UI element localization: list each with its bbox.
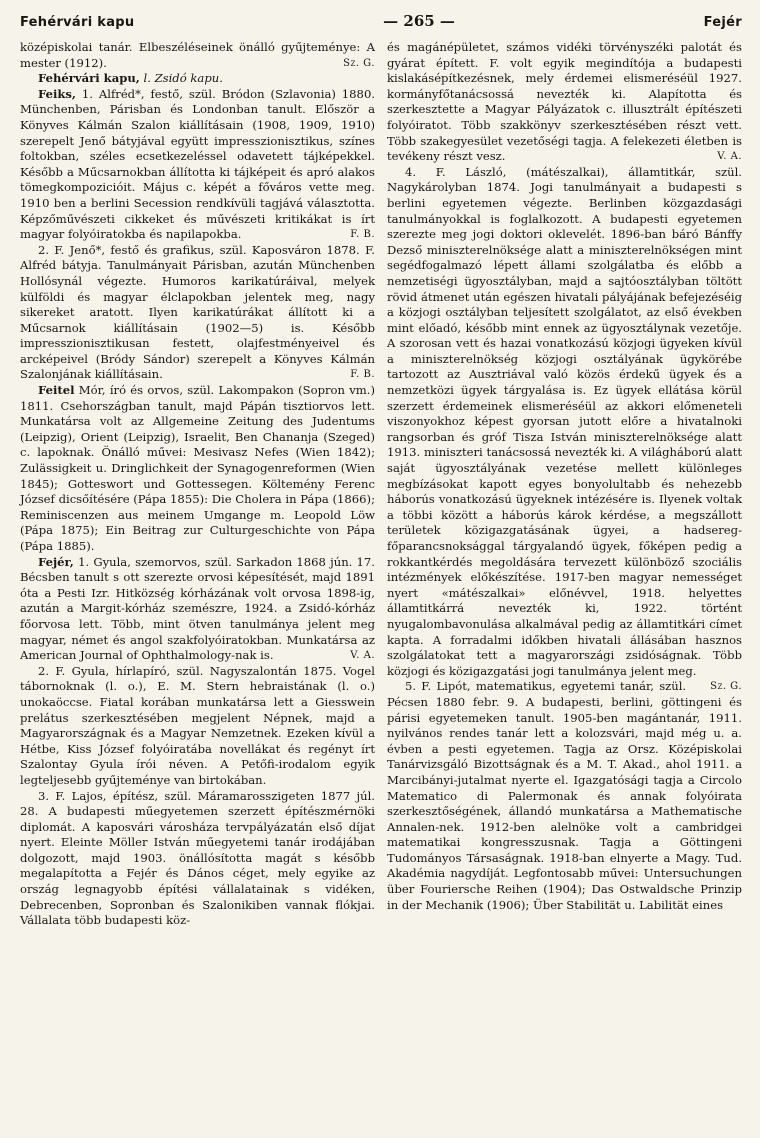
- entry-text: 4. F. László, (mátészalkai), államtitkár, szül. Nagykárolyban 1874. Jogi tanulmányait a budapesti s berlini egyetemen végezte. Berlinben közgazdasági tanulmányokkal is foglalkozott. A budapesti egyetemen szerezte meg jogi doktori oklevelét. 1896-ban báró Bánffy Dezső miniszterelnöksége alatt a miniszterelnökségen mint segédfogalmazó lépett állami szolgálatba és előbb a nemzetiségi ügyosztályban, majd a sajtóosztályban töltött rövid átmenet után egészen hivatali pályájának befejezéséig a közjogi osztályban teljesített szolgálatot, az első években mint előadó, később mint ennek az ügyosztálynak vezetője. A szorosan vett és hazai vonatkozású közjogi ügyeken kívül a miniszterelnökség közjogi osztályának ügykörébe tartozott az Ausztriával való közös érdekű ügyek és a nemzetközi ügyek tárgyalása is. Ez ügyek ellátása körül szerzett érdemeinek elismeréséül az akkori előmeneteli viszonyokhoz képest gyorsan jutott előre a hivatalnoki rangsorban és gróf Tisza István miniszterelnöksége alatt 1913. miniszteri tanácsossá nevezték ki. A világháború alatt saját ügyosztályának vezetése mellett különleges megbízásokat kapott egyes bonyolultabb és nehezebb háborús vonatkozású ügyeknek intézésére is. Ilyenek voltak a többi között a háborús károk kérdése, a megszállott területek közigazgatásának ügyei, a hadsereg-főparancsnoksággal tárgyalandó ügyek, főképen pedig a rokkantkérdés megoldására tervezett különböző szociális intézmények előkészítése. 1917-ben magyar nemességet nyert «mátészalkai» előnévvel, 1918. helyettes államtitkárrá nevezték ki, 1922. történt nyugalombavonulása alkalmával pedig az államtitkári címet kapta. A forradalmi időkben hivatali állásában hasznos szolgálatokat tett a magyarországi zsidóságnak. Több közjogi és közigazgatási jogi tanulmánya jelent meg.: [387, 164, 742, 678]
- entry-headword: Fejér,: [38, 554, 74, 569]
- left-column: [20, 40, 375, 929]
- entry-feiks-alfred: [20, 87, 375, 243]
- entry-text: l. Zsidó kapu.: [143, 71, 223, 86]
- entry-text: 1. Alfréd*, festő, szül. Bródon (Szlavonia) 1880. Münchenben, Párisban és Londonban tanult. Először a Könyves Kálmán Szalon kiállításain (1908, 1909, 1910) szerepelt Jenő bátyjával együtt impresszionisztikus, színes foltokban, széles ecsetkezeléssel odavetett tájképekkel. Később a Műcsarnokban állította ki tájképeit és apró alakos tömegkompozicióit. Május c. képét a főváros vette meg. 1910 ben a berlini Secession rendkívüli tagjává választotta. Képzőművészeti cikkeket és művészeti kritikákat is írt magyar folyóiratokba és napilapokba.: [20, 86, 375, 242]
- entry-text: 5. F. Lipót, matematikus, egyetemi tanár, szül. Pécsen 1880 febr. 9. A budapesti, berlini, göttingeni és párisi egyetemeken tanult. 1905-ben magántanár, 1911. nyilvános rendes tanár lett a kolozsvári, majd még u. a. évben a pesti egyetemen. Tagja az Orsz. Középiskolai Tanárvizsgáló Bizottságnak és a M. T. Akad., ahol 1911. a Marcibányi-jutalmat nyerte el. Igazgatósági tagja a Circolo Matematico di Palermonak és annak folyóirata szerkesztőségének, állandó munkatársa a Mathematische Annalen-nek. 1912-ben alelnöke volt a cambridgei matematikai kongresszusnak. Tagja a Göttingeni Tudományos Társaságnak. 1918-ban elnyerte a Magy. Tud. Akadémia nagydíját. Legfontosabb művei: Untersuchungen über Fouriersche Reihen (1904); Das Ostwaldsche Prinzip in der Mechanik (1906); Über Stabilität u. Labilität eines: [387, 679, 742, 912]
- entry-headword: Feitel: [38, 383, 75, 398]
- entry-text: Mór, író és orvos, szül. Lakompakon (Sopron vm.) 1811. Csehországban tanult, majd Pápán tisztiorvos lett. Munkatársa volt az Allgemeine Zeitung des Judentums (Leipzig), Orient (Leipzig), Israelit, Ben Chananja (Szeged) c. lapoknak. Önálló művei: Mesivasz Nefes (Wien 1842); Zulässigkeit u. Dringlichkeit der Synagogenreformen (Wien 1845); Gotteswort und Gottessegen. Költemény Ferenc József dicsőítésére (Pápa 1855): Die Cholera in Pápa (1866); Reminiscenzen aus meinem Umgange m. Leopold Löw (Pápa 1875); Ein Beitrag zur Culturgeschichte von Pápa (Pápa 1885).: [20, 383, 375, 553]
- entry-feitel-mor: [20, 383, 375, 555]
- header-left-title: Fehérvári kapu: [20, 15, 135, 30]
- entry-continuation: [20, 40, 375, 71]
- two-column-body: [20, 40, 742, 929]
- right-column: [387, 40, 742, 929]
- author-signature: Sz. G.: [343, 57, 375, 69]
- entry-text: 2. F. Jenő*, festő és grafikus, szül. Kaposváron 1878. F. Alfréd bátyja. Tanulmányait Párisban, azután Münchenben Hollósynál végezte. Humoros karikatúráival, melyek külföldi és magyar élclapokban jelentek meg, nagy sikereket aratott. Ilyen karikatúrákat állított ki a Műcsarnok kiállításain (1902—5) is. Később impresszionisztikusan festett, olajfestményeivel és arcképeivel (Bródy Sándor) szerepelt a Könyves Kálmán Szalonjának kiállításain.: [20, 242, 375, 382]
- entry-fehervari-kapu: [20, 71, 375, 87]
- entry-text: és magánépületet, számos vidéki törvényszéki palotát és gyárat épített. F. volt egyik megindítója a budapesti kislakásépítkezésnek, mely érdemei elismeréséül 1927. kormányfőtanácsossá nevezték ki. Alapította és szerkesztette a Magyar Pályázatok c. illusztrált építészeti folyóiratot. Több szakkönyv szerkesztésében részt vett. Több szakegyesület vezetőségi tagja. A felekezeti életben is tevékeny részt vesz.: [387, 40, 742, 164]
- entry-text: 2. F. Gyula, hírlapíró, szül. Nagyszalontán 1875. Vogel tábornoknak (l. o.), E. M. Stern hebraistának (l. o.) unokaöccse. Fiatal korában munkatársa lett a Giesswein prelátus szerkesztésében megjelent Népnek, majd a Magyarországnak és a Magyar Nemzetnek. Ezeken kívül a Hétbe, Kiss József folyóiratába novellákat és regényt írt Szalontay Gyula írói néven. A Petőfi-irodalom egyik legteljesebb gyűjteménye van birtokában.: [20, 663, 375, 787]
- entry-continuation: [387, 40, 742, 165]
- entry-headword: Feiks,: [38, 86, 76, 101]
- entry-headword: Fehérvári kapu,: [38, 71, 140, 86]
- author-signature: F. B.: [350, 229, 375, 241]
- entry-feiks-jeno: [20, 243, 375, 383]
- entry-fejer-gyula-1: [20, 555, 375, 664]
- entry-text: 3. F. Lajos, építész, szül. Máramarosszigeten 1877 júl. 28. A budapesti műegyetemen szerzett építészmérnöki diplomát. A kaposvári városháza tervpályázatán első díjat nyert. Eleinte Möller István műegyetemi tanár irodájában dolgozott, majd 1903. önállósította magát s később megalapította a Fejér és Dános céget, mely egyike az ország legnagyobb építési vállalatainak s vidéken, Debrecenben, Sopronban és Szalonikiben vannak flókjai. Vállalata több budapesti köz-: [20, 788, 375, 928]
- page-number: — 265 —: [383, 12, 455, 30]
- entry-fejer-lajos: [20, 789, 375, 929]
- author-signature: V. A.: [717, 151, 742, 163]
- entry-fejer-laszlo: [387, 164, 742, 693]
- entry-text: középiskolai tanár. Elbeszéléseinek önálló gyűjteménye: A mester (1912).: [20, 40, 375, 70]
- entry-fejer-gyula-2: [20, 664, 375, 789]
- author-signature: Sz. G.: [710, 681, 742, 693]
- author-signature: F. B.: [350, 369, 375, 381]
- author-signature: V. A.: [350, 650, 375, 662]
- entry-text: 1. Gyula, szemorvos, szül. Sarkadon 1868 jún. 17. Bécsben tanult s ott szerezte orvosi képesítését, majd 1891 óta a Pesti Izr. Hitközség kórházának volt orvosa 1898-ig, azután a Margit-kórház szemészre, 1924. a Zsidó-kórház főorvosa lett. Több, mint ötven tanulmánya jelent meg magyar, német és angol szakfolyóiratokban. Munkatársa az American Journal of Ophthalmology-nak is.: [20, 554, 375, 663]
- header-right-title: Fejér: [703, 15, 742, 30]
- entry-fejer-lipot: [387, 679, 742, 913]
- running-header: [20, 12, 742, 38]
